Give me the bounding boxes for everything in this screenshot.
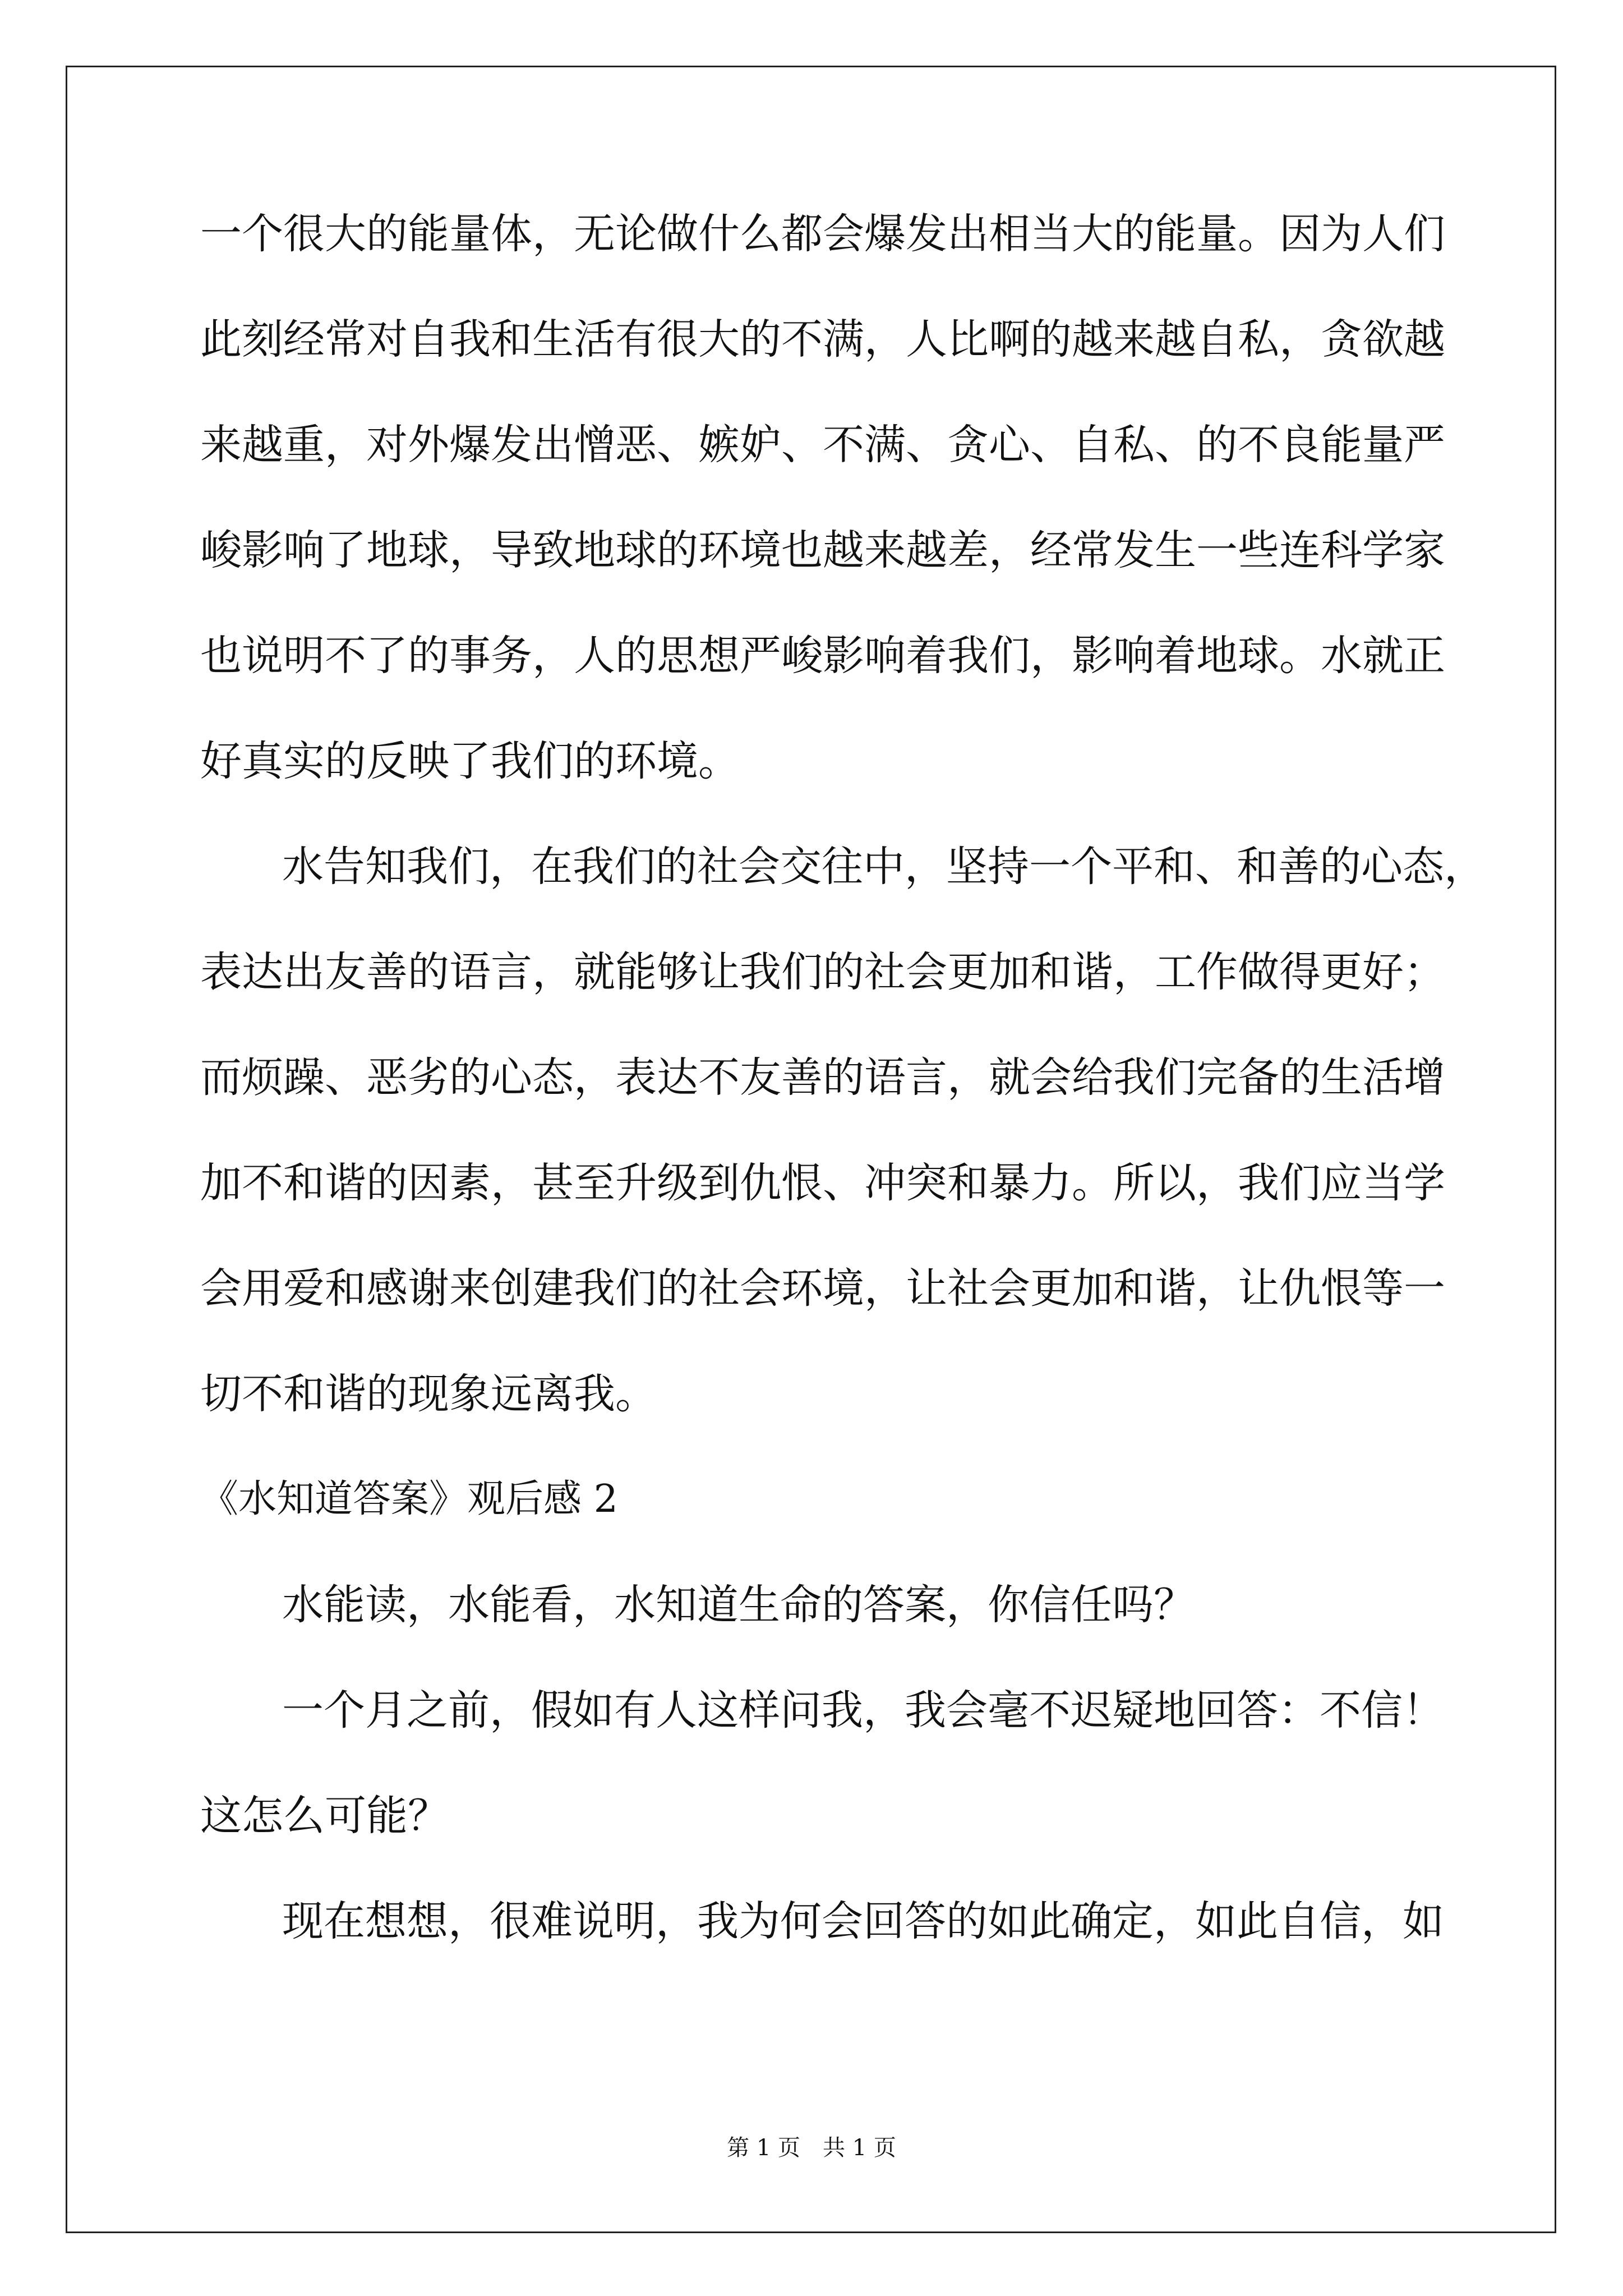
- page-footer: 第 1 页 共 1 页: [727, 2135, 896, 2161]
- text-line: 峻影响了地球，导致地球的环境也越来越差，经常发生一些连科学家: [200, 526, 1445, 574]
- text-line: 切不和谐的现象远离我。: [200, 1370, 657, 1418]
- document-body: [200, 210, 1486, 2006]
- text-line: 加不和谐的因素，甚至升级到仇恨、冲突和暴力。所以，我们应当学: [200, 1159, 1445, 1207]
- section-heading: 《水知道答案》观后感 2: [200, 1477, 618, 1521]
- text-line: 来越重，对外爆发出憎恶、嫉妒、不满、贪心、自私、的不良能量严: [200, 421, 1445, 469]
- text-line: 也说明不了的事务，人的思想严峻影响着我们，影响着地球。水就正: [200, 632, 1445, 680]
- text-line: 这怎么可能？: [200, 1792, 449, 1840]
- text-line: 会用爱和感谢来创建我们的社会环境，让社会更加和谐，让仇恨等一: [200, 1264, 1445, 1313]
- text-line: 水能读，水能看，水知道生命的答案，你信任吗？: [282, 1581, 1195, 1629]
- text-line: 好真实的反映了我们的环境。: [200, 737, 740, 785]
- text-line: 而烦躁、恶劣的心态，表达不友善的语言，就会给我们完备的生活增: [200, 1053, 1445, 1102]
- text-line: 表达出友善的语言，就能够让我们的社会更加和谐，工作做得更好；: [200, 948, 1445, 996]
- text-line: 此刻经常对自我和生活有很大的不满，人比啊的越来越自私，贪欲越: [200, 315, 1445, 364]
- text-line: 一个月之前，假如有人这样问我，我会毫不迟疑地回答：不信！: [282, 1686, 1444, 1734]
- text-line: 一个很大的能量体，无论做什么都会爆发出相当大的能量。因为人们: [200, 210, 1445, 258]
- text-line: 现在想想，很难说明，我为何会回答的如此确定，如此自信，如: [282, 1897, 1444, 1945]
- text-line: 水告知我们，在我们的社会交往中，坚持一个平和、和善的心态，: [282, 843, 1486, 891]
